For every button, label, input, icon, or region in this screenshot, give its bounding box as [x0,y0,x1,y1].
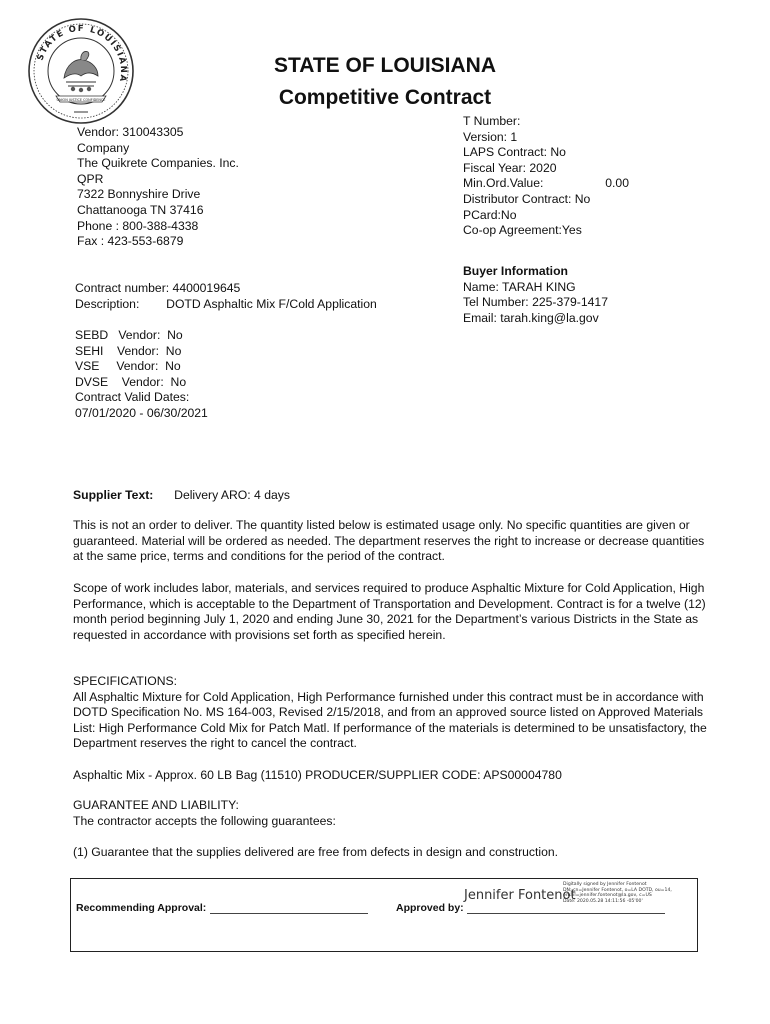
pcard: PCard:No [463,207,517,222]
vendor-fax: Fax : 423-553-6879 [77,234,184,249]
laps-contract: LAPS Contract: No [463,145,566,160]
t-number: T Number: [463,114,521,128]
buyer-heading: Buyer Information [463,264,568,278]
specifications-text: All Asphaltic Mixture for Cold Application, High Performance furnished under this contract must be in accordance with DOTD Specification No. MS 164-003, Revised 2/15/2018, and from an approved source listed on Approved Materials List: High Performance Cold Mix for Patch Matl. If performance of the materials is determined to be unsatisfactory, the Department reserves the right to cancel the contract. [73,689,707,751]
vendor-flags [75,328,208,422]
seal-motto: UNION JUSTICE CONFIDENCE [56,98,106,102]
guarantee-section [73,798,713,829]
item-text: Asphaltic Mix - Approx. 60 LB Bag (11510) PRODUCER/SUPPLIER CODE: APS00004780 [73,768,562,782]
item-line [73,768,713,784]
paragraph-text: Scope of work includes labor, materials, and services required to produce Asphaltic Mixture for Cold Application, High Performance, which is acceptable to the Department of Transportation and Development. Contract is for a twelve (12) month period beginning July 1, 2020 and ending June 30, 2021 for the Department’s various Districts in the State as requested in accordance with provisions set forth as specified herein. [73,581,706,642]
specifications-heading: SPECIFICATIONS: [73,674,178,688]
approved-by-label: Approved by: [396,902,464,914]
min-order-value-row [463,176,629,192]
vse-flag: VSE Vendor: No [75,359,181,374]
recommending-approval-line[interactable] [210,903,368,914]
buyer-email: Email: tarah.king@la.gov [463,310,599,325]
supplier-text [73,488,290,504]
buyer-block [463,264,608,326]
contract-description [75,297,377,313]
contract-info-block [463,114,629,239]
approved-by-line[interactable] [467,903,665,914]
vendor-block [77,125,239,250]
paragraph-estimated-usage [73,518,713,565]
guarantee-text: The contractor accepts the following guarantees: [73,813,336,828]
specifications-section [73,674,713,752]
min-order-value: 0.00 [605,176,629,191]
supplier-text-value: Delivery ARO: 4 days [174,488,290,502]
min-order-label: Min.Ord.Value: [463,176,544,191]
paragraph-scope [73,581,713,643]
guarantee-heading: GUARANTEE AND LIABILITY: [73,798,239,812]
vendor-id: Vendor: 310043305 [77,125,184,139]
digital-note-line: DN: cn=Jennifer Fontenot, o=LA DOTD, ou=14, [563,887,672,893]
page-subtitle: Competitive Contract [278,86,492,109]
paragraph-text: This is not an order to deliver. The quantity listed below is estimated usage only. No specific quantities are given or guaranteed. Material will be ordered as needed. The department reserves the right to increase or decrease quantities at the same price, terms and conditions for the period of the contract. [73,518,705,564]
sehi-flag: SEHI Vendor: No [75,343,182,358]
guarantee-item-1 [73,845,713,861]
contract-number: Contract number: 4400019645 [75,281,241,295]
supplier-text-label: Supplier Text: [73,488,154,502]
seal-ring-text: STATE OF LOUISIANA [35,23,129,84]
valid-dates-label: Contract Valid Dates: [75,390,190,405]
signer-name: Jennifer Fontenot [464,888,576,903]
description-label: Description: [75,296,140,311]
vendor-company-name: The Quikrete Companies. Inc. [77,156,239,171]
page-title: STATE OF LOUISIANA [273,54,497,77]
sebd-flag: SEBD Vendor: No [75,328,183,342]
description-value: DOTD Asphaltic Mix F/Cold Application [166,296,377,311]
recommending-approval-label: Recommending Approval: [76,902,207,914]
digital-note-line: email=jennifer.fontenot@la.gov, c=US [563,893,652,899]
digital-note-line: Digitally signed by Jennifer Fontenot [563,882,647,887]
contract-block [75,281,377,312]
buyer-name: Name: TARAH KING [463,279,576,294]
distributor-contract: Distributor Contract: No [463,191,591,206]
recommending-approval [76,900,368,914]
buyer-tel: Tel Number: 225-379-1417 [463,295,608,310]
dvse-flag: DVSE Vendor: No [75,374,187,389]
vendor-phone: Phone : 800-388-4338 [77,218,199,233]
vendor-city: Chattanooga TN 37416 [77,202,204,217]
guarantee-item-text: (1) Guarantee that the supplies delivered are free from defects in design and construction. [73,845,559,859]
vendor-qpr: QPR [77,171,104,186]
version: Version: 1 [463,129,518,144]
digital-note-line: Date: 2020.05.28 14:11:56 -05'00' [563,898,643,904]
valid-dates: 07/01/2020 - 06/30/2021 [75,405,208,420]
digital-signature-note [563,882,672,904]
fiscal-year: Fiscal Year: 2020 [463,160,557,175]
vendor-company-label: Company [77,140,130,155]
coop-agreement: Co-op Agreement:Yes [463,223,582,238]
vendor-address: 7322 Bonnyshire Drive [77,187,201,202]
